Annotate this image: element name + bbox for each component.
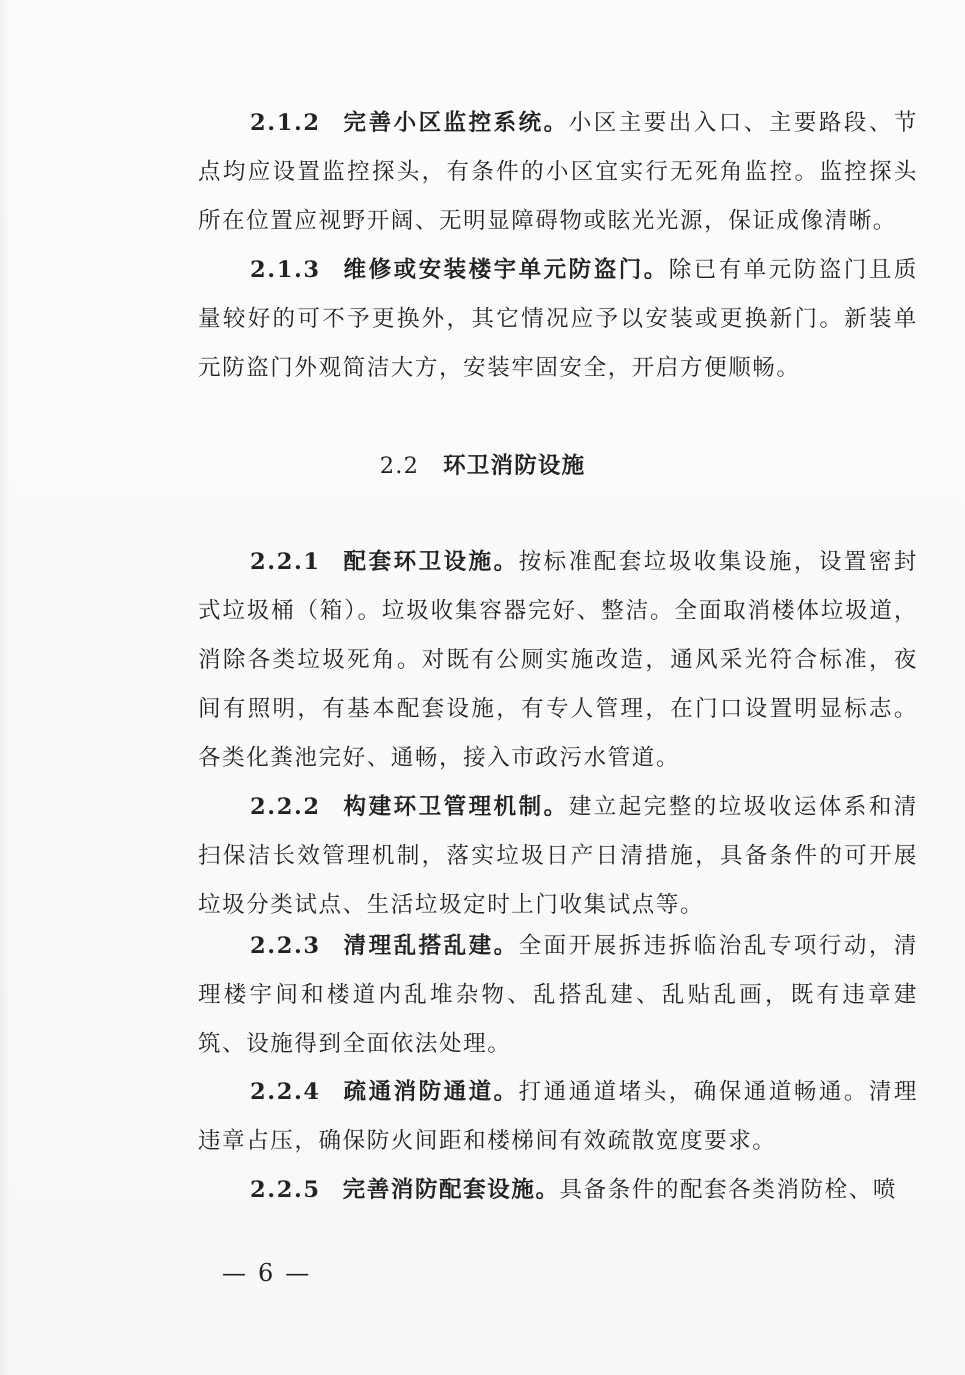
page-number-value: 6 xyxy=(258,1259,276,1287)
paragraph-2-2-1 xyxy=(198,538,918,783)
section-title: 环卫消防设施 xyxy=(443,453,586,479)
clause-text: 全面开展拆违拆临治乱专项行动，清理楼宇间和楼道内乱堆杂物、乱搭乱建、乱贴乱画，既有违章建筑、设施得到全面依法处理。 xyxy=(198,933,918,1057)
clause-title: 完善小区监控系统。 xyxy=(342,110,569,136)
clause-number: 2.1.3 xyxy=(250,257,321,283)
clause-text: 打通通道堵头，确保通道畅通。清理违章占压，确保防火间距和楼梯间有效疏散宽度要求。 xyxy=(198,1079,918,1154)
clause-title: 构建环卫管理机制。 xyxy=(342,794,569,820)
paragraph-2-2-3 xyxy=(198,922,918,1069)
section-number: 2.2 xyxy=(379,453,420,479)
clause-number: 2.2.1 xyxy=(250,549,321,575)
page-number-dash-left: — xyxy=(222,1259,248,1287)
clause-text: 除已有单元防盗门且质量较好的可不予更换外，其它情况应予以安装或更换新门。新装单元防盗门外观简洁大方，安装牢固安全，开启方便顺畅。 xyxy=(198,257,918,381)
clause-number: 2.2.3 xyxy=(250,933,321,959)
clause-number: 2.2.4 xyxy=(250,1079,321,1105)
clause-title: 清理乱搭乱建。 xyxy=(342,933,519,959)
clause-title: 维修或安装楼宇单元防盗门。 xyxy=(342,257,669,283)
paragraph-2-2-4 xyxy=(198,1068,918,1166)
paragraph-2-2-2 xyxy=(198,783,918,930)
clause-number: 2.2.2 xyxy=(250,794,321,820)
clause-title: 疏通消防通道。 xyxy=(342,1079,519,1105)
clause-text: 具备条件的配套各类消防栓、喷 xyxy=(559,1177,897,1203)
page-number xyxy=(212,1253,321,1293)
section-heading-2-2 xyxy=(0,446,965,486)
clause-text: 按标准配套垃圾收集设施，设置密封式垃圾桶（箱）。垃圾收集容器完好、整洁。全面取消楼体垃圾道，消除各类垃圾死角。对既有公厕实施改造，通风采光符合标准，夜间有照明，有基本配套设施，有专人管理，在门口设置明显标志。各类化粪池完好、通畅，接入市政污水管道。 xyxy=(198,549,918,771)
paragraph-2-1-3 xyxy=(198,246,918,393)
clause-number: 2.1.2 xyxy=(250,110,321,136)
page-edge-shadow xyxy=(0,0,10,1375)
clause-text: 小区主要出入口、主要路段、节点均应设置监控探头，有条件的小区宜实行无死角监控。监控探头所在位置应视野开阔、无明显障碍物或眩光光源，保证成像清晰。 xyxy=(198,110,918,234)
clause-title: 完善消防配套设施。 xyxy=(342,1177,560,1203)
paragraph-2-2-5 xyxy=(198,1166,918,1215)
paragraph-2-1-2 xyxy=(198,99,918,246)
clause-title: 配套环卫设施。 xyxy=(342,549,519,575)
clause-number: 2.2.5 xyxy=(250,1177,321,1203)
clause-text: 建立起完整的垃圾收运体系和清扫保洁长效管理机制，落实垃圾日产日清措施，具备条件的可开展垃圾分类试点、生活垃圾定时上门收集试点等。 xyxy=(198,794,918,918)
page-number-dash-right: — xyxy=(285,1259,312,1287)
